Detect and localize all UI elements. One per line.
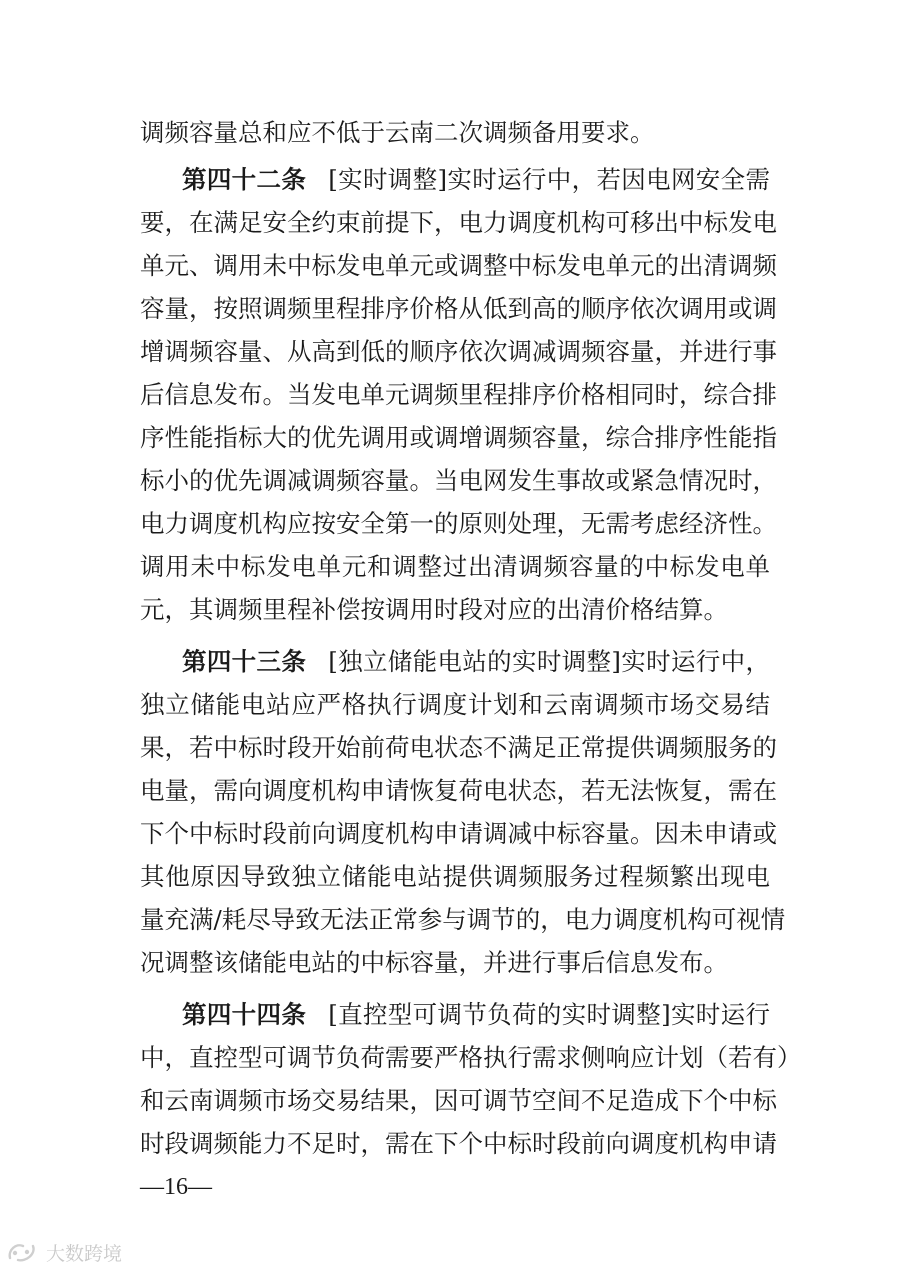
- text-line: 下个中标时段前向调度机构申请调减中标容量。因未申请或: [140, 819, 777, 848]
- text-line: 要，在满足安全约束前提下，电力调度机构可移出中标发电: [140, 208, 777, 237]
- text-line: 中，直控型可调节负荷需要严格执行需求侧响应计划（若有）: [140, 1043, 802, 1072]
- text-line: 调频容量总和应不低于云南二次调频备用要求。: [140, 118, 655, 147]
- text-line: 标小的优先调减调频容量。当电网发生事故或紧急情况时，: [140, 466, 777, 495]
- text-line: 单元、调用未中标发电单元或调整中标发电单元的出清调频: [140, 251, 777, 280]
- text-line: 和云南调频市场交易结果，因可调节空间不足造成下个中标: [140, 1086, 777, 1115]
- text-line: 况调整该储能电站的中标容量，并进行事后信息发布。: [140, 948, 728, 977]
- text-line: 独立储能电站应严格执行调度计划和云南调频市场交易结: [140, 690, 770, 719]
- text-line: 时段调频能力不足时，需在下个中标时段前向调度机构申请: [140, 1129, 777, 1158]
- text-line: [独立储能电站的实时调整]实时运行中，: [328, 647, 770, 676]
- page-number: —16—: [140, 1174, 212, 1200]
- text-line: 其他原因导致独立储能电站提供调频服务过程频繁出现电: [140, 862, 770, 891]
- text-line: 量充满/耗尽导致无法正常参与调节的，电力调度机构可视情: [140, 905, 786, 934]
- text-line: 电力调度机构应按安全第一的原则处理，无需考虑经济性。: [140, 509, 777, 538]
- text-line: 序性能指标大的优先调用或调增调频容量，综合排序性能指: [140, 423, 777, 452]
- watermark: [6, 1238, 122, 1266]
- text-line: 元，其调频里程补偿按调用时段对应的出清价格结算。: [140, 595, 728, 624]
- text-line: 调用未中标发电单元和调整过出清调频容量的中标发电单: [140, 552, 770, 581]
- text-line: [实时调整]实时运行中，若因电网安全需: [328, 165, 770, 194]
- article-44-first-line: [182, 995, 770, 1035]
- article-heading: 第四十二条: [182, 165, 307, 194]
- text-line: 后信息发布。当发电单元调频里程排序价格相同时，综合排: [140, 380, 777, 409]
- text-line: 果，若中标时段开始前荷电状态不满足正常提供调频服务的: [140, 733, 777, 762]
- text-line: [直控型可调节负荷的实时调整]实时运行: [328, 1000, 770, 1029]
- article-42-first-line: [182, 160, 770, 200]
- brand-logo-icon: [6, 1240, 40, 1264]
- article-heading: 第四十四条: [182, 1000, 307, 1029]
- article-43-first-line: [182, 642, 770, 682]
- watermark-text: 大数跨境: [46, 1242, 123, 1265]
- text-line: 增调频容量、从高到低的顺序依次调减调频容量，并进行事: [140, 337, 777, 366]
- text-line: 电量，需向调度机构申请恢复荷电状态，若无法恢复，需在: [140, 776, 777, 805]
- article-heading: 第四十三条: [182, 647, 307, 676]
- text-line: 容量，按照调频里程排序价格从低到高的顺序依次调用或调: [140, 294, 777, 323]
